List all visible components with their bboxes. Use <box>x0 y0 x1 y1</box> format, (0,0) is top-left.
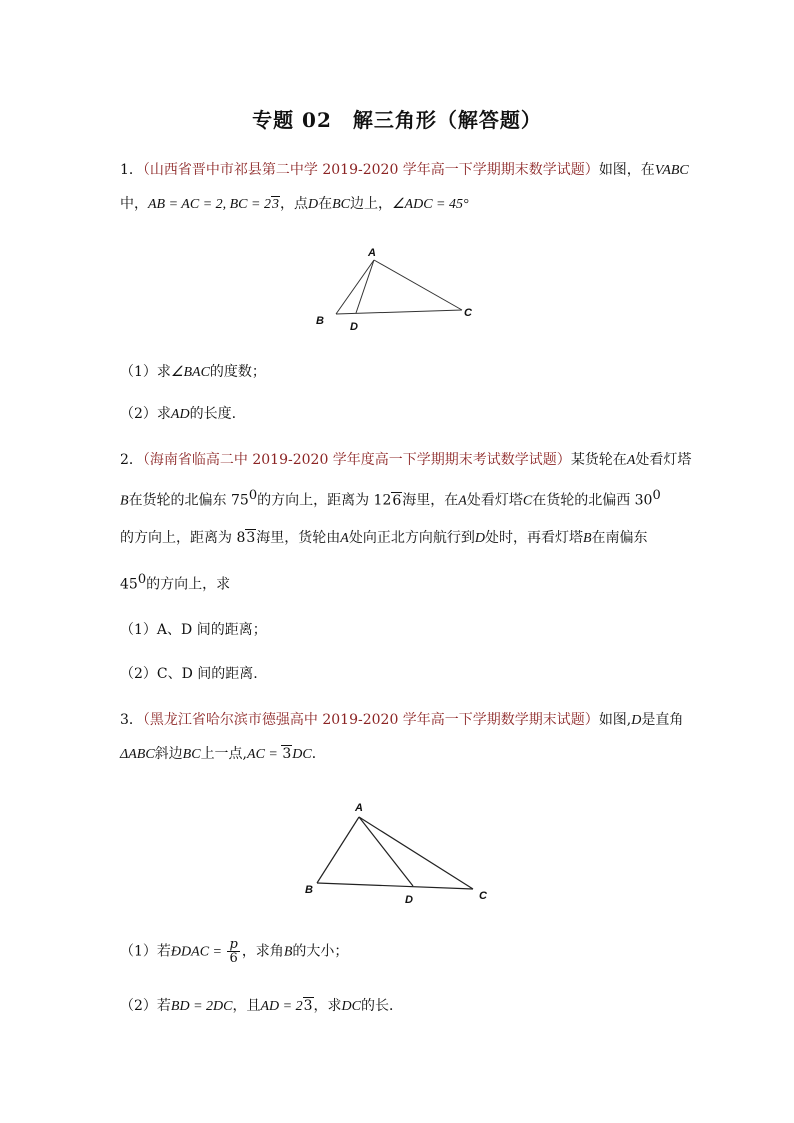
q2-degree: 0 <box>248 488 258 503</box>
q2-point: A <box>340 531 349 546</box>
q1-segment: BC <box>332 197 350 212</box>
q3-sqrt: 3 <box>282 746 292 762</box>
q1-label-d: D <box>350 321 358 333</box>
q3-part1-text: （1）若 <box>120 943 171 960</box>
q1-given: AB = AC = 2, BC = 2 <box>148 197 271 212</box>
q1-part2-text: 的长度. <box>189 406 237 422</box>
q3-text: ． <box>311 746 326 762</box>
q3-fraction <box>227 938 239 965</box>
q3-part2-text: 的长． <box>360 998 403 1014</box>
q2-line4 <box>120 570 680 595</box>
q3-part2-text: ，且 <box>232 998 261 1014</box>
q1-text: 在 <box>318 196 333 212</box>
q3-triangle-figure <box>295 795 495 910</box>
q3-segment: BC <box>182 747 201 762</box>
q3-part2-eq: AD = 2 <box>260 999 303 1014</box>
q1-edge-ac <box>374 260 462 310</box>
q3-edge-ad <box>359 817 413 886</box>
q2-degree: 0 <box>137 572 147 587</box>
q2-text: 的方向上，距离为 8 <box>120 530 246 546</box>
q2-point: A <box>626 453 636 468</box>
q3-fraction-denominator: 6 <box>229 951 238 966</box>
q3-part1-text: 的大小； <box>292 943 349 960</box>
q2-point: D <box>474 531 485 546</box>
q2-text: 在南偏东 <box>591 530 648 546</box>
q3-fraction-numerator: p <box>229 937 238 952</box>
q2-text: 在货轮的北偏东 75 <box>128 492 249 509</box>
q1-part2-segment: AD <box>170 407 190 422</box>
q3-triangle: ΔABC <box>120 747 155 762</box>
q3-label-d: D <box>405 894 413 906</box>
q3-source: （黑龙江省哈尔滨市德强高中 2019-2020 学年高一下学期数学期末试题） <box>142 712 599 728</box>
q2-sqrt: 3 <box>246 530 256 546</box>
q3-eq: DC <box>292 747 312 762</box>
q3-part1 <box>120 938 680 965</box>
q2-text: 海里，在 <box>402 492 459 509</box>
q3-part2-segment: DC <box>341 999 361 1014</box>
q2-number: 2． <box>120 452 143 468</box>
q1-label-b: B <box>316 315 324 327</box>
q3-edge-ac <box>359 817 473 889</box>
q3-text: 斜边 <box>154 746 183 762</box>
q1-edge-bc <box>336 310 462 314</box>
q3-point: B <box>283 944 293 960</box>
q1-part1-text: （1）求 <box>120 364 171 380</box>
q2-line2 <box>120 486 680 512</box>
q3-eq: AC = <box>247 747 282 762</box>
q1-edge-ad <box>356 260 374 313</box>
q2-text: 处时，再看灯塔 <box>484 530 583 546</box>
q1-sqrt: 3 <box>271 197 279 212</box>
q1-source: （山西省晋中市祁县第二中学 2019-2020 学年高一下学期期末数学试题） <box>142 162 599 178</box>
q2-line3 <box>120 528 680 549</box>
q1-text: 如图，在 <box>598 162 655 178</box>
q1-part1-text: 的度数； <box>209 364 266 380</box>
q3-text: 是直角 <box>641 712 684 728</box>
q3-part2 <box>120 996 680 1017</box>
q2-text: 处向正北方向航行到 <box>348 530 475 546</box>
q1-triangle: VABC <box>654 163 689 178</box>
q1-edge-ab <box>336 260 374 314</box>
q1-part2 <box>120 404 680 425</box>
q3-edge-bc <box>317 883 473 889</box>
q1-number: 1． <box>120 162 143 178</box>
q2-point: A <box>458 493 467 509</box>
q2-text: 处看灯塔 <box>466 492 523 509</box>
q2-text: 的方向上，距离为 12 <box>257 492 392 509</box>
q2-text: 处看灯塔 <box>635 452 692 468</box>
q2-source: （海南省临高二中 2019-2020 学年度高一下学期期末考试数学试题） <box>142 452 571 468</box>
q1-text: 边上， <box>350 196 392 212</box>
q3-label-c: C <box>479 890 487 902</box>
q2-part2: （2）C、D 间的距离. <box>120 666 258 682</box>
q3-label-a: A <box>355 802 363 814</box>
q1-part1-angle: ∠BAC <box>170 365 210 380</box>
q1-part2-text: （2）求 <box>120 406 171 422</box>
q1-label-c: C <box>464 307 472 319</box>
q3-number: 3． <box>120 712 143 728</box>
q3-part1-angle: ÐDAC = <box>170 944 226 960</box>
q2-point: B <box>120 493 129 509</box>
q1-text: ，点 <box>279 196 308 212</box>
q1-text: 中， <box>120 196 148 212</box>
q2-degree: 0 <box>652 488 661 503</box>
q2-text: 45 <box>120 576 138 593</box>
q1-point: D <box>307 197 319 212</box>
q2-text: 的方向上，求 <box>146 576 231 593</box>
q3-label-b: B <box>305 884 313 896</box>
q2-text: 在货轮的北偏西 30 <box>532 492 653 509</box>
q1-label-a: A <box>368 247 376 259</box>
q3-line2 <box>120 744 680 765</box>
q3-line1 <box>120 710 684 731</box>
q2-point: C <box>522 493 533 509</box>
q1-line2 <box>120 194 680 215</box>
q2-part1: （1）A、D 间的距离； <box>120 622 267 638</box>
q2-line1 <box>120 450 692 471</box>
q2-text: 海里，货轮由 <box>256 530 341 546</box>
q2-point: B <box>582 531 592 546</box>
page-title: 专题 02 解三角形（解答题） <box>252 108 542 132</box>
q3-text: 如图, <box>598 712 632 728</box>
q3-text: 上一点, <box>200 746 248 762</box>
q3-part2-eq: BD = 2DC <box>170 999 233 1014</box>
q1-line1 <box>120 160 689 181</box>
q2-sqrt: 6 <box>392 492 402 509</box>
q3-part2-text: ，求 <box>313 998 342 1014</box>
q3-part2-sqrt: 3 <box>303 998 313 1014</box>
q3-point: D <box>631 713 642 728</box>
q2-text: 某货轮在 <box>570 452 627 468</box>
q3-part2-text: （2）若 <box>120 998 171 1014</box>
q1-angle: ∠ADC = 45° <box>392 197 469 212</box>
q3-part1-text: ，求角 <box>241 943 284 960</box>
q3-edge-ab <box>317 817 359 883</box>
q1-part1 <box>120 362 680 383</box>
q1-triangle-figure <box>300 240 490 340</box>
